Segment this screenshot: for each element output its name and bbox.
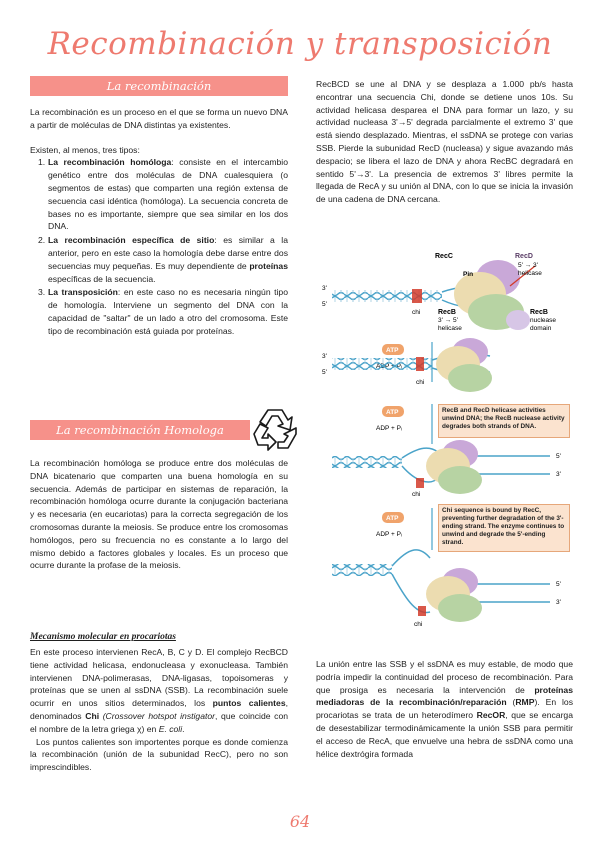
svg-text:chi: chi bbox=[416, 379, 425, 386]
svg-text:ATP: ATP bbox=[386, 347, 399, 354]
right-paragraph-1: RecBCD se une al DNA y se desplaza a 1.000 pb/s hasta encontrar una secuencia Chi, donde se detiene unos 10s. Su actividad helicasa desparea el DNA para formar un lazo, y su actividad nucleasa 3'→5' degrada parcialmente el extremo 3' que está siendo desplazado. Mientras, el ssDNA se protege con varias SSB. Pierde la subunidad RecD (nucleasa) y sigue avazando más despacio; se libera el lazo de DNA y ahora RecBC degradará en sentido 5'→3'. La presencia de extremos 3' libres permite la llegada de RecA y su unión al DNA, con lo que se inicia la invasión de una cadena de DNA cercana. bbox=[316, 79, 573, 205]
figure-panel-4 bbox=[332, 550, 561, 628]
atp-step-2 bbox=[376, 404, 432, 444]
svg-text:3': 3' bbox=[556, 599, 561, 606]
section-heading-homologa: La recombinación Homologa bbox=[30, 420, 250, 440]
nuclease-domain bbox=[506, 310, 530, 330]
svg-text:3' → 5': 3' → 5' bbox=[438, 317, 458, 324]
svg-text:chi: chi bbox=[412, 309, 421, 316]
list-item: 1. La recombinación homóloga: consiste en el intercambio genético entre dos moléculas de DNA cualesquiera (o segmentos de estas) que comparten una región extensa de secuencia casi idéntica (homóloga). La secuencia concreta de bases no es importante, siempre que sea similar en los dos DNA. bbox=[38, 157, 288, 232]
recbcd-figure bbox=[320, 246, 574, 658]
types-intro: Existen, al menos, tres tipos: bbox=[30, 144, 140, 155]
svg-text:helicase: helicase bbox=[518, 270, 542, 277]
list-item: 3. La transposición: en este caso no es necesaria ningún tipo de homología. Interviene un segmento del DNA con la capacidad de "saltar" de un lado a otro del cromosoma. Este tipo de recombinación está guiada por proteínas. bbox=[38, 287, 288, 336]
svg-text:RecB: RecB bbox=[438, 309, 456, 316]
right-paragraph-2: La unión entre las SSB y el ssDNA es muy estable, de modo que podría impedir la continuidad del proceso de recombinación. Para que prosiga es necesaria la intervención de proteínas mediadoras de la recombinación/reparación (RMP). En los procariotas se trata de un heterodímero RecOR, que se encarga de desestabilizar termodinámicamente la unión SSB para permitir el acceso de RecA, que envuelve una hebra de ssDNA como una hélice dextrógira formada bbox=[316, 659, 573, 759]
svg-text:domain: domain bbox=[530, 325, 552, 332]
svg-text:RecB: RecB bbox=[530, 309, 548, 316]
types-list bbox=[30, 156, 288, 337]
svg-text:ATP: ATP bbox=[386, 409, 399, 416]
figure-caption-box-1: RecB and RecD helicase activities unwind DNA; the RecB nuclease activity degrades both strands of DNA. bbox=[438, 404, 570, 438]
svg-text:RecC: RecC bbox=[435, 253, 453, 260]
dna-duplex-left bbox=[332, 290, 442, 302]
recycle-icon bbox=[248, 404, 302, 452]
svg-text:3': 3' bbox=[322, 285, 327, 292]
figure-panel-1 bbox=[322, 253, 556, 332]
atp-step-3 bbox=[376, 508, 432, 550]
mechanism-heading: Mecanismo molecular en procariotas bbox=[30, 632, 176, 642]
svg-text:5': 5' bbox=[556, 453, 561, 460]
svg-text:5': 5' bbox=[556, 581, 561, 588]
svg-text:RecD: RecD bbox=[515, 253, 533, 260]
svg-text:5': 5' bbox=[322, 369, 327, 376]
svg-text:ADP + Pᵢ: ADP + Pᵢ bbox=[376, 425, 403, 432]
chi-site bbox=[412, 289, 422, 303]
figure-panel-2 bbox=[322, 338, 492, 392]
list-item: 2. La recombinación específica de sitio: es similar a la anterior, pero en este caso la homología debe darse entre dos secuencias muy pequeñas. Es muy dependiente de proteínas específicas de la secuencia. bbox=[38, 235, 288, 284]
svg-text:chi: chi bbox=[414, 621, 423, 628]
figure-panel-3 bbox=[332, 440, 561, 498]
section-heading-recombinacion: La recombinación bbox=[30, 76, 288, 96]
intro-text: La recombinación es un proceso en el que se forma un nuevo DNA a partir de moléculas de DNA distintas ya existentes. bbox=[30, 107, 288, 130]
mechanism-p2: Los puntos calientes son importentes porque es donde comienza la recombinación (unión de la subunidad RecC), pero no son imprescindibles. bbox=[30, 736, 288, 773]
svg-text:ATP: ATP bbox=[386, 515, 399, 522]
svg-text:nuclease: nuclease bbox=[530, 317, 557, 324]
svg-text:5' → 3': 5' → 3' bbox=[518, 262, 538, 269]
svg-text:5': 5' bbox=[322, 301, 327, 308]
mechanism-p1: En este proceso intervienen RecA, B, C y D. El complejo RecBCD tiene actividad helicasa, endonucleasa y exonucleasa. También intervienen DNA-polimerasas, DNA-ligasas, topoisomeras y proteínas que se unen al ssDNA (SSB). La recombinación suele ocurrir en unos sitios determinados, los puntos calientes, denominados Chi (Crossover hotspot instigator, que coincide con el nombre de la letra griega χ) en E. coli. bbox=[30, 647, 289, 734]
svg-text:chi: chi bbox=[412, 491, 421, 498]
svg-text:3': 3' bbox=[322, 353, 327, 360]
svg-text:ADP + Pᵢ: ADP + Pᵢ bbox=[376, 531, 403, 538]
page-number: 64 bbox=[289, 812, 311, 831]
page-title: Recombinación y transposición bbox=[47, 26, 553, 62]
svg-text:helicase: helicase bbox=[438, 325, 462, 332]
homologa-paragraph: La recombinación homóloga se produce entre dos moléculas de DNA bicatenario que comparten una buena homología en su secuencia. Además de participar en sistemas de reparación, la recombinación homóloga ocurre durante la conjugación bacteriana y es necesaria (en eucariotas) para la correcta segregación de los cromosomas durante la meiosis. Se produce entre los cromosomas homólogos, pero su frecuencia no es constante a lo largo del mismo debido a factores globales y locales. Es un proceso que ocurre durante la profase de la meiosis. bbox=[30, 458, 288, 571]
intro-paragraph bbox=[30, 106, 288, 339]
svg-text:Pin: Pin bbox=[463, 271, 474, 278]
svg-text:3': 3' bbox=[556, 471, 561, 478]
figure-caption-box-2: Chi sequence is bound by RecC, preventing further degradation of the 3'-ending strand. The enzyme continues to unwind and degrade the 5'-ending strand. bbox=[438, 504, 570, 552]
mechanism-text bbox=[30, 646, 288, 774]
